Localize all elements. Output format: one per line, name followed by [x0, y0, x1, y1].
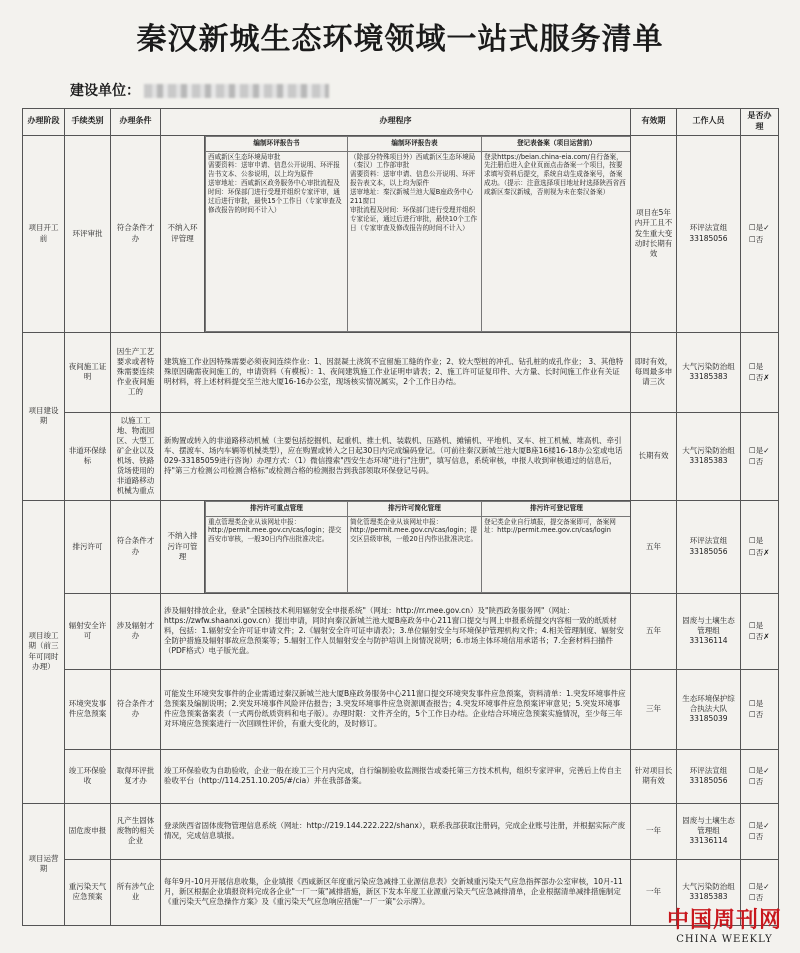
type-cell: 夜间施工证明: [65, 332, 111, 412]
validity-cell: 针对项目长期有效: [631, 749, 677, 803]
staff-cell: 环评法宣组 33185056: [677, 500, 741, 593]
condition-cell: 因生产工艺要求或者特殊需要连续作业夜间施工的: [111, 332, 161, 412]
checkbox-no[interactable]: ☐否: [749, 893, 764, 903]
sub-header: 排污许可简化管理: [348, 501, 482, 516]
header-type: 手续类别: [65, 109, 111, 136]
cross-mark: ✗: [763, 547, 770, 557]
sub-header: 排污许可重点管理: [206, 501, 348, 516]
handled-cell: [741, 803, 779, 859]
procedure-text: 登录陕西省固体废物管理信息系统（网址：http://219.144.222.222/shanx），联系我部获取注册码，完成企业账号注册，并根据实际产废情况，完成信息填报。: [161, 803, 631, 859]
table-row: [23, 803, 779, 859]
type-cell: 环境突发事件应急预案: [65, 669, 111, 749]
header-validity: 有效期: [631, 109, 677, 136]
validity-cell: 五年: [631, 500, 677, 593]
tick-mark: ✓: [763, 820, 770, 830]
stage-cell: 项目竣工期（前三年可同时办理）: [23, 500, 65, 803]
stage-cell: 项目运营期: [23, 803, 65, 925]
type-cell: 重污染天气应急预案: [65, 859, 111, 925]
checkbox-no[interactable]: ☐否: [749, 457, 764, 467]
type-cell: 环评审批: [65, 135, 111, 332]
stage-cell: 项目建设期: [23, 332, 65, 500]
sub-header: 排污许可登记管理: [482, 501, 631, 516]
staff-cell: 生态环境保护综合执法大队 33185039: [677, 669, 741, 749]
procedure-text: （除部分特殊项目外）西咸新区生态环境局（秦汉）工作部审批 需要资料：送审申请、信息公开说明、环评报告表文本，以上均为原件 送审地址：秦汉新城兰池大厦B座政务中心211窗口 审批流程及时间：环保部门进行受理并组织专家论证，通过后进行审批，最快10个工作日（专家审查及修改报告的时间不计入）: [348, 151, 482, 331]
staff-cell: 环评法宣组 33185056: [677, 135, 741, 332]
checkbox-yes[interactable]: ☐是: [749, 820, 764, 830]
procedure-subtable: [205, 136, 631, 332]
procedure-text: 涉及辐射排放企业，登录"全国核技术利用辐射安全申报系统"（网址：http://rr.mee.gov.cn）及"陕西政务服务网"（网址：https://zwfw.shaanxi.gov.cn）提出申请，同时向秦汉新城兰池大厦B座政务中心211窗口提交与网上申报系统提交内容相一致的纸质材料，包括：1.辐射安全许可证申请文件；2.《辐射安全许可证申请表》；3.单位辐射安全与环境保护管理机构文件；4.相关管理制度、辐射安全防护措施及辐射事故应急预案等；5.辐射工作人员辐射安全与防护培训上岗情况说明；6.市场主体环境信用承诺书；7.全套材料扫描件（PDF格式）电子版光盘。: [161, 593, 631, 669]
checkbox-yes[interactable]: ☐是: [749, 620, 764, 630]
staff-cell: 大气污染防治组 33185383: [677, 859, 741, 925]
handled-cell: [741, 500, 779, 593]
table-row: [23, 859, 779, 925]
procedure-text: 重点管理类企业从该网址申报：http://permit.mee.gov.cn/cas/login；提交西安市审核，一般30日内作出批准决定。: [206, 516, 348, 592]
procedure-text: 竣工环保验收为自助验收，企业一般在竣工三个月内完成，自行编制验收监测报告或委托第三方技术机构，组织专家评审，完善后上传自主验收平台（http://114.251.10.205/#/cia）并在我部备案。: [161, 749, 631, 803]
procedure-text: 西咸新区生态环境局审批 需要资料：送审申请、信息公开说明、环评报告书文本、公参说明，以上均为原件 送审地址：西咸新区政务服务中心审批流程及时间：环保部门进行受理并组织专家评审，通过后进行审批，最快15个工作日（专家审查及修改报告的时间不计入）: [206, 151, 348, 331]
header-row: [23, 109, 779, 136]
table-row: [23, 749, 779, 803]
table-row: [23, 500, 779, 593]
header-staff: 工作人员: [677, 109, 741, 136]
condition-cell: 符合条件才办: [111, 669, 161, 749]
table-row: [23, 669, 779, 749]
sub-header: 编制环评报告书: [206, 136, 348, 151]
redacted-unit-name: [144, 84, 329, 98]
type-cell: 非道环保绿标: [65, 412, 111, 500]
checkbox-yes[interactable]: ☐是: [749, 698, 764, 708]
procedure-subtable-cell: [205, 135, 631, 332]
staff-cell: 固废与土壤生态管理组 33136114: [677, 803, 741, 859]
checkbox-yes[interactable]: ☐是: [749, 445, 764, 455]
checkbox-no[interactable]: ☐否: [749, 632, 764, 642]
table-row: [23, 593, 779, 669]
watermark-en: CHINA WEEKLY: [676, 934, 773, 945]
china-weekly-watermark: [667, 903, 782, 945]
tick-mark: ✓: [763, 223, 770, 233]
validity-cell: 一年: [631, 859, 677, 925]
validity-cell: 三年: [631, 669, 677, 749]
watermark-cn: 中国周刊网: [666, 907, 782, 933]
handled-cell: [741, 135, 779, 332]
type-cell: 竣工环保验收: [65, 749, 111, 803]
header-procedure: 办理程序: [161, 109, 631, 136]
procedure-subtable: [205, 501, 631, 593]
staff-cell: 固废与土壤生态管理组 33136114: [677, 593, 741, 669]
handled-cell: [741, 412, 779, 500]
checkbox-no[interactable]: ☐否: [749, 710, 764, 720]
condition-cell: 取得环评批复才办: [111, 749, 161, 803]
procedure-text: 每年9月-10月开展信息收集，企业填报《西咸新区年度重污染应急减排工业源信息表》交新城重污染天气应急指挥部办公室审核，10月-11月，新区根据企业填报资料完成各企业"一厂一策"减排措施，新区下发本年度工业源重污染天气应急减排清单，企业根据清单减排措施制定《重污染天气应急操作方案》及《重污染天气应急响应措施"一厂一策"公示牌》。: [161, 859, 631, 925]
procedure-text: 登录https://beian.china-eia.com/自行备案，先注册后进入企业页面点击备案一个项目，按要求填写资料后提交，系统自动生成备案号，备案成功。（提示：注意选择项目地址时选择陕西省西咸新区秦汉新城，否则视为未在秦汉备案）: [482, 151, 631, 331]
sub-header: 登记表备案（项目运营前）: [482, 136, 631, 151]
header-condition: 办理条件: [111, 109, 161, 136]
header-stage: 办理阶段: [23, 109, 65, 136]
checkbox-no[interactable]: ☐否: [749, 234, 764, 244]
staff-cell: 大气污染防治组 33185383: [677, 332, 741, 412]
checkbox-yes[interactable]: ☐是: [749, 881, 764, 891]
checkbox-no[interactable]: ☐否: [749, 547, 764, 557]
checkbox-yes[interactable]: ☐是: [749, 765, 764, 775]
validity-cell: 项目在5年内开工且不发生重大变动时长期有效: [631, 135, 677, 332]
handled-cell: [741, 669, 779, 749]
not-included-cell: 不纳入排污许可管理: [161, 500, 205, 593]
table-row: [23, 332, 779, 412]
construction-unit: [70, 80, 329, 100]
procedure-text: 可能发生环境突发事件的企业需通过秦汉新城兰池大厦B座政务服务中心211窗口提交环境突发事件应急预案，资料清单：1.突发环境事件应急预案及编制说明；2.突发环境事件风险评估报告；3.突发环境事件应急资源调查报告；4.突发环境事件应急预案评审意见；5.突发环境事件应急预案备案表（一式两份纸质资料和电子版）。办理时限：文件齐全的，5个工作日办结。企业结合环境应急预案实施情况，至少每三年对环境应急预案进行一次回顾性评价，有重大变化的，及时修订。: [161, 669, 631, 749]
tick-mark: ✓: [763, 445, 770, 455]
table-row: [23, 412, 779, 500]
tick-mark: ✓: [763, 765, 770, 775]
procedure-subtable-cell: [205, 500, 631, 593]
checkbox-yes[interactable]: ☐是: [749, 223, 764, 233]
cross-mark: ✗: [763, 632, 770, 642]
staff-cell: 环评法宣组 33185056: [677, 749, 741, 803]
condition-cell: 凡产生固体废物的相关企业: [111, 803, 161, 859]
type-cell: 排污许可: [65, 500, 111, 593]
stage-cell: 项目开工前: [23, 135, 65, 332]
checkbox-no[interactable]: ☐否: [749, 832, 764, 842]
not-included-cell: 不纳入环评管理: [161, 135, 205, 332]
procedure-text: 登记类企业自行填报，提交备案即可，备案网址：http://permit.mee.gov.cn/cas/login: [482, 516, 631, 592]
procedure-text: 建筑施工作业因特殊需要必须夜间连续作业：1、因混凝土浇筑不宜留施工缝的作业；2、较大型桩的冲孔、钻孔桩的成孔作业； 3、其他特殊原因确需夜间施工的，申请资料（有模板）：1、夜间建筑施工作业证明申请表；2、施工许可证复印件、大方量、长时间施工作业有关证明材料，将上述材料提交至兰池大厦16-16办公室，现场核实情况属实，2个工作日办结。: [161, 332, 631, 412]
type-cell: 固危废申报: [65, 803, 111, 859]
tick-mark: ✓: [763, 881, 770, 891]
validity-cell: 即时有效，每周最多申请三次: [631, 332, 677, 412]
validity-cell: 一年: [631, 803, 677, 859]
handled-cell: [741, 593, 779, 669]
checkbox-yes[interactable]: ☐是: [749, 361, 764, 371]
sub-header: 编制环评报告表: [348, 136, 482, 151]
condition-cell: 所有涉气企业: [111, 859, 161, 925]
type-cell: 辐射安全许可: [65, 593, 111, 669]
header-handled: 是否办理: [741, 109, 779, 136]
staff-cell: 大气污染防治组 33185383: [677, 412, 741, 500]
condition-cell: 以施工工地、物流园区、大型工矿企业以及机场、铁路货场使用的非道路移动机械为重点: [111, 412, 161, 500]
condition-cell: 涉及辐射才办: [111, 593, 161, 669]
validity-cell: 长期有效: [631, 412, 677, 500]
handled-cell: [741, 332, 779, 412]
condition-cell: 符合条件才办: [111, 500, 161, 593]
checkbox-yes[interactable]: ☐是: [749, 536, 764, 546]
cross-mark: ✗: [763, 373, 770, 383]
table-row: [23, 135, 779, 332]
page-title: 秦汉新城生态环境领域一站式服务清单: [136, 22, 664, 57]
handled-cell: [741, 749, 779, 803]
checkbox-no[interactable]: ☐否: [749, 373, 764, 383]
unit-label: 建设单位：: [70, 83, 140, 99]
condition-cell: 符合条件才办: [111, 135, 161, 332]
service-list-table: [22, 108, 779, 926]
procedure-text: 新购置或转入的非道路移动机械（主要包括挖掘机、起重机、推土机、装载机、压路机、摊铺机、平地机、叉车、桩工机械、堆高机、牵引车、摆渡车、场内车辆等机械类型），应在购置或转入之日起30日内完成编码登记。（可前往秦汉新城兰池大厦B座16楼16-18办公室或电话029-33185059进行咨询）办理方式：（1）微信搜索"西安生态环境"进行"注册"，填写信息，系统审核，申报人收到审核通过的信息后，持"第三方检测公司检测合格标"或检测合格的检测报告到我部领取环保登记号码。: [161, 412, 631, 500]
procedure-text: 简化管理类企业从该网址申报：http://permit.mee.gov.cn/cas/login；提交区县级审核，一般20日内作出批准决定。: [348, 516, 482, 592]
checkbox-no[interactable]: ☐否: [749, 777, 764, 787]
validity-cell: 五年: [631, 593, 677, 669]
